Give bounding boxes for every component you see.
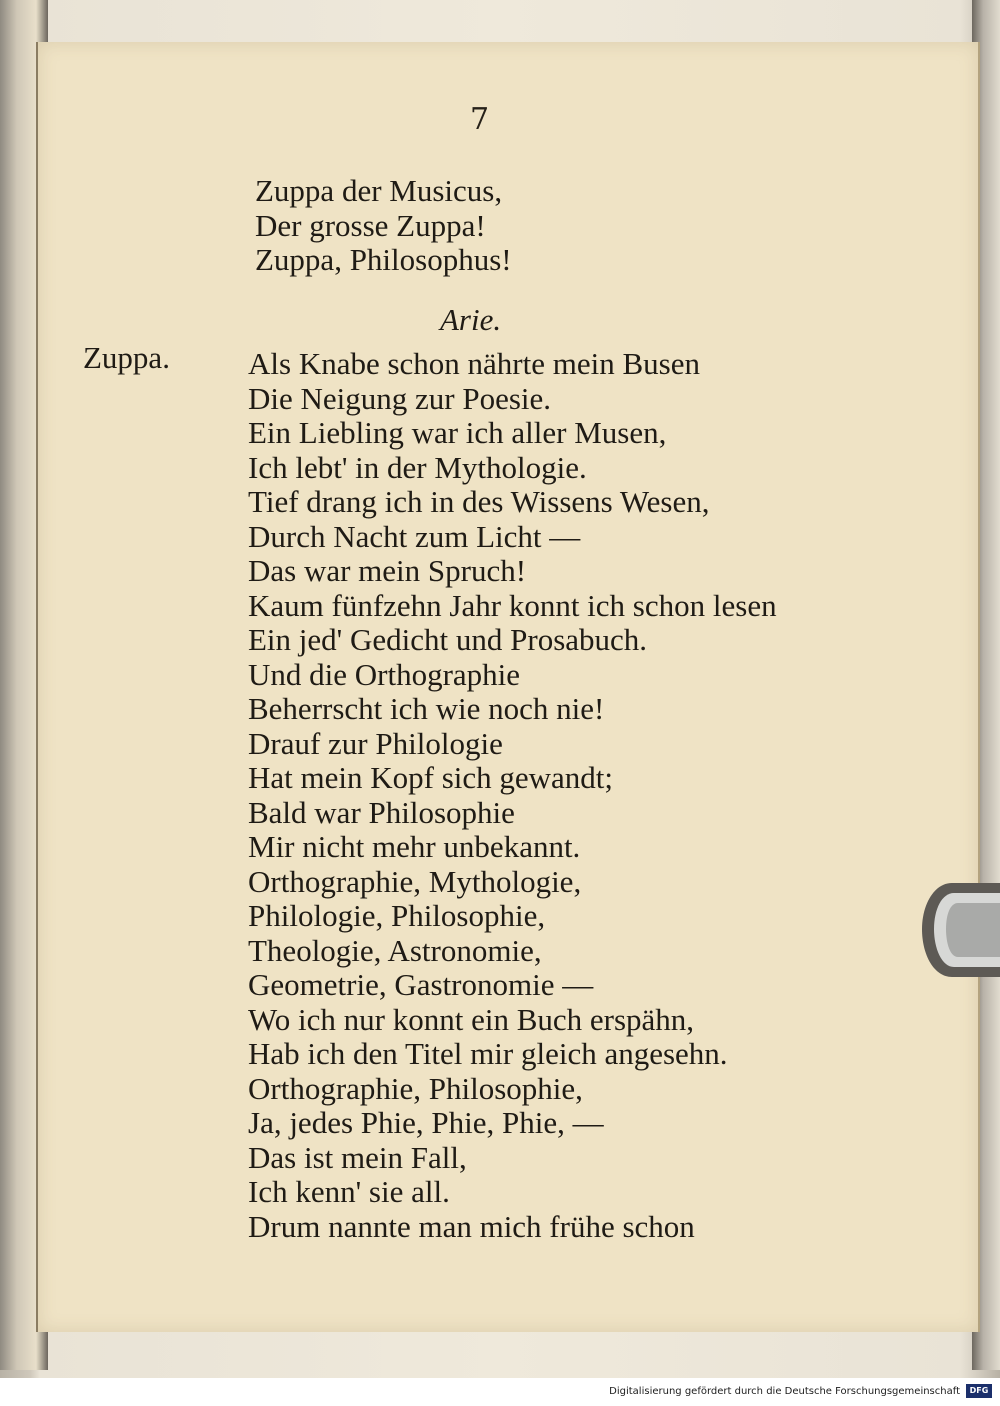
verse-line: Das war mein Spruch! (248, 553, 527, 588)
verse-line: Ich kenn' sie all. (248, 1174, 450, 1209)
verse-line: Zuppa, Philosophus! (255, 242, 512, 277)
verse-line: Zuppa der Musicus, (255, 173, 503, 208)
verse-line: Drum nannte man mich frühe schon (248, 1208, 695, 1244)
verse-line: Ein Liebling war ich aller Musen, (248, 415, 667, 450)
speaker-name: Zuppa. (83, 340, 170, 375)
paper-clip (914, 865, 1000, 995)
page-number: 7 (470, 102, 490, 137)
verse-line: Ja, jedes Phie, Phie, Phie, — (248, 1105, 604, 1140)
verse-line: Durch Nacht zum Licht — (248, 518, 581, 554)
dfg-logo: DFG (966, 1384, 992, 1398)
verse-line: Kaum fünfzehn Jahr konnt ich schon lesen (248, 587, 777, 623)
verse-line: Beherrscht ich wie noch nie! (248, 691, 605, 726)
verse-line: Die Neigung zur Poesie. (248, 380, 552, 416)
verse-line: Und die Orthographie (248, 656, 521, 692)
verse-line: Das ist mein Fall, (248, 1139, 467, 1175)
verse-line: Ein jed' Gedicht und Prosabuch. (248, 622, 648, 657)
verse-line: Bald war Philosophie (248, 794, 515, 830)
aria-verse (248, 347, 777, 1244)
verse-line: Orthographie, Philosophie, (248, 1070, 583, 1106)
verse-line: Als Knabe schon nährte mein Busen (248, 346, 700, 381)
section-title: Arie. (440, 302, 502, 337)
intro-verse (255, 174, 512, 278)
verse-line: Drauf zur Philologie (248, 725, 503, 761)
verse-line: Der grosse Zuppa! (255, 207, 486, 243)
verse-line: Theologie, Astronomie, (248, 932, 542, 968)
verse-line: Tief drang ich in des Wissens Wesen, (248, 484, 710, 519)
verse-line: Mir nicht mehr unbekannt. (248, 829, 581, 864)
verse-line: Orthographie, Mythologie, (248, 863, 582, 899)
verse-line: Hat mein Kopf sich gewandt; (248, 760, 614, 795)
verse-line: Ich lebt' in der Mythologie. (248, 449, 587, 485)
digitization-credit: Digitalisierung gefördert durch die Deutsche Forschungsgemeinschaft (609, 1386, 960, 1397)
verse-line: Philologie, Philosophie, (248, 898, 546, 933)
verse-line: Geometrie, Gastronomie — (248, 967, 594, 1002)
verse-line: Wo ich nur konnt ein Buch erspähn, (248, 1001, 695, 1037)
verse-line: Hab ich den Titel mir gleich angesehn. (248, 1036, 728, 1071)
